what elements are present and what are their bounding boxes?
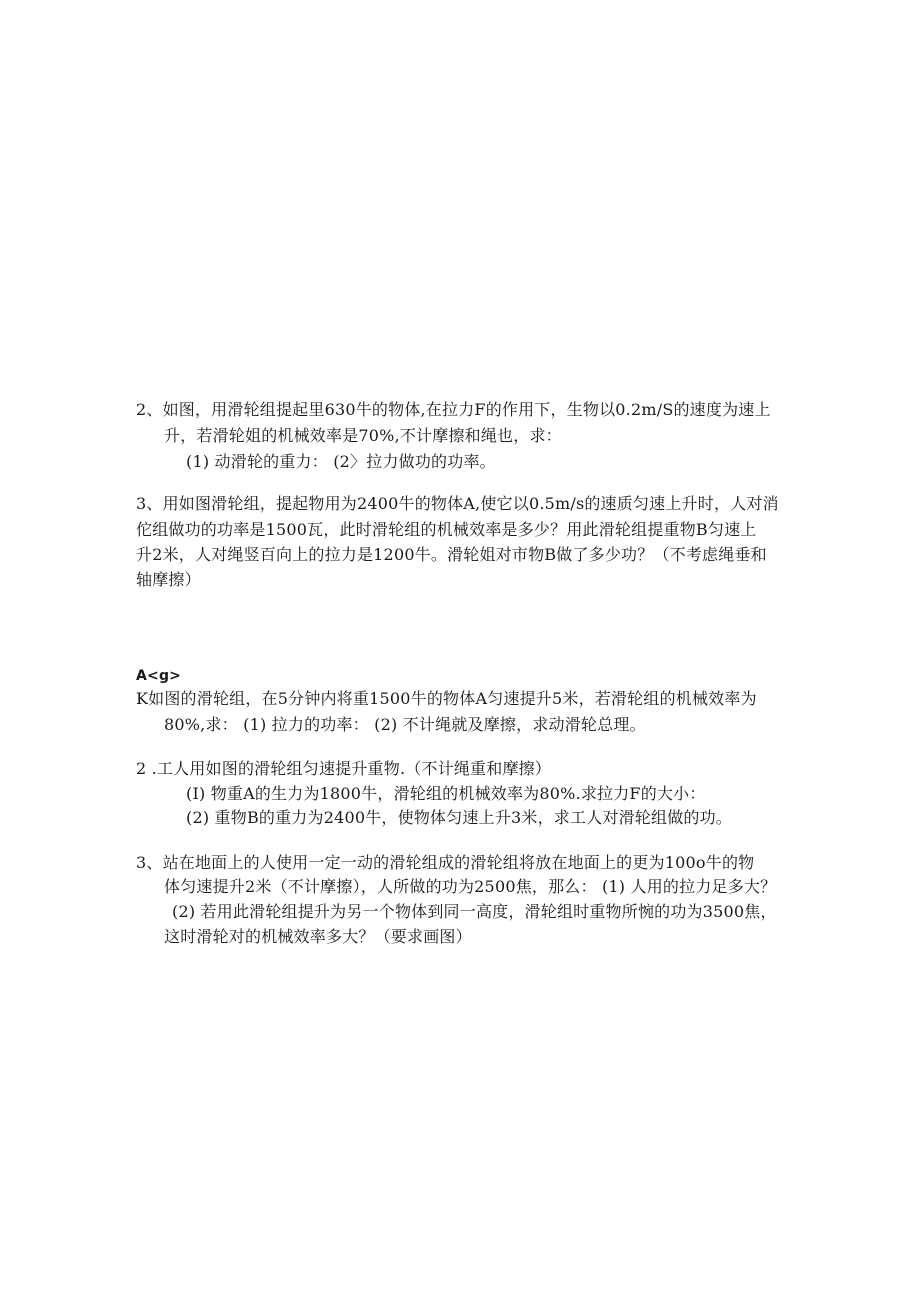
problem-text-line: 升2米，人对绳竖百向上的拉力是1200牛。滑轮姐对市物B做了多少功？（不考虑绳垂和 — [136, 545, 767, 564]
problem-text-line: 佗组做功的功率是1500瓦，此时滑轮组的机械效率是多少？用此滑轮组提重物B匀速上 — [136, 520, 757, 539]
problem-text-line: 80%,求： (1) 拉力的功率： (2) 不计绳就及摩擦，求动滑轮总理。 — [164, 715, 646, 734]
problem-text-line: 2 .工人用如图的滑轮组匀速提升重物.（不计绳重和摩擦） — [136, 759, 552, 778]
problem-text-line: 3、用如图滑轮组，提起物用为2400牛的物体A,使它以0.5m/s的速质匀速上升时，人对消 — [136, 494, 779, 513]
problem-text-line: 3、站在地面上的人使用一定一动的滑轮组成的滑轮组将放在地面上的更为100o牛的物 — [136, 853, 755, 872]
problem-text-line: 2、如图，用滑轮组提起里630牛的物体,在拉力F的作用下，生物以0.2m/S的速度为速上 — [136, 400, 771, 419]
problem-text-line: 这时滑轮对的机械效率多大？（要求画图） — [164, 927, 472, 946]
problem-text-line: K如图的滑轮组，在5分钟内将重1500牛的物体A匀速提升5米，若滑轮组的机械效率为 — [136, 689, 757, 708]
problem-text-line: (I) 物重A的生力为1800牛，滑轮组的机械效率为80%.求拉力F的大小： — [186, 784, 706, 803]
section-header: A<g> — [136, 668, 182, 684]
problem-text-line: 体匀速提升2米（不计摩擦），人所做的功为2500焦，那么： (1) 人用的拉力足多大？ — [164, 877, 777, 896]
problem-text-line: (2) 重物B的重力为2400牛，使物体匀速上升3米，求工人对滑轮组做的功。 — [186, 808, 733, 827]
problem-text-line: 轴摩擦） — [136, 570, 201, 589]
problem-text-line: 升，若滑轮姐的机械效率是70%,不计摩擦和绳也，求： — [164, 426, 562, 445]
problem-text-line: (2) 若用此滑轮组提升为另一个物体到同一高度，滑轮组时重物所惋的功为3500焦， — [172, 902, 777, 921]
problem-text-line: (1) 动滑轮的重力： (2〉拉力做功的功率。 — [186, 452, 496, 471]
